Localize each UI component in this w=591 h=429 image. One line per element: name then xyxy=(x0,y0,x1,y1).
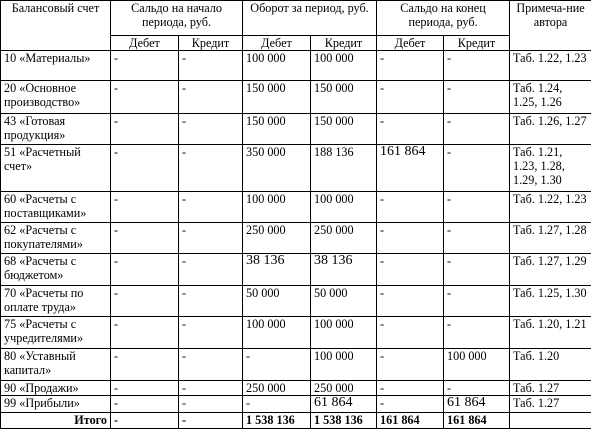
header-account: Балансовый счет xyxy=(1,1,111,51)
opening-credit-cell: - xyxy=(179,51,243,81)
turnover-credit-cell: 150 000 xyxy=(311,114,377,145)
note-cell: Таб. 1.27 xyxy=(510,381,591,396)
header-closing-balance: Сальдо на конец периода, руб. xyxy=(377,1,510,36)
header-closing-debit: Дебет xyxy=(377,36,444,51)
opening-credit-cell: - xyxy=(179,192,243,223)
closing-debit-cell: - xyxy=(377,223,444,254)
opening-credit-cell: - xyxy=(179,254,243,286)
table-row xyxy=(1,396,591,413)
header-opening-debit: Дебет xyxy=(111,36,179,51)
header-opening-balance: Сальдо на начало периода, руб. xyxy=(111,1,243,36)
opening-debit-cell: - xyxy=(111,81,179,114)
table-row xyxy=(1,286,591,317)
account-cell: 75 «Расчеты с учредителями» xyxy=(1,317,111,349)
opening-debit-cell: - xyxy=(111,51,179,81)
turnover-debit-cell: - xyxy=(243,349,311,381)
table-row xyxy=(1,145,591,192)
turnover-credit-cell: 250 000 xyxy=(311,223,377,254)
turnover-credit-cell: 100 000 xyxy=(311,51,377,81)
note-cell: Таб. 1.20 xyxy=(510,349,591,381)
opening-credit-cell: - xyxy=(179,317,243,349)
account-cell: 70 «Расчеты по оплате труда» xyxy=(1,286,111,317)
turnover-debit-cell: 250 000 xyxy=(243,223,311,254)
opening-debit-cell: - xyxy=(111,381,179,396)
closing-debit-cell: - xyxy=(377,396,444,413)
closing-credit-cell: - xyxy=(444,381,510,396)
opening-debit-cell: - xyxy=(111,223,179,254)
account-cell: 10 «Материалы» xyxy=(1,51,111,81)
turnover-debit-cell: - xyxy=(243,396,311,413)
note-cell: Таб. 1.27 xyxy=(510,396,591,413)
turnover-credit-cell: 100 000 xyxy=(311,317,377,349)
opening-debit-cell: - xyxy=(111,254,179,286)
account-cell: 99 «Прибыли» xyxy=(1,396,111,413)
table-row xyxy=(1,51,591,81)
note-cell: Таб. 1.22, 1.23 xyxy=(510,51,591,81)
table-row xyxy=(1,223,591,254)
note-cell: Таб. 1.20, 1.21 xyxy=(510,317,591,349)
account-cell: 20 «Основное производство» xyxy=(1,81,111,114)
header-turnover-debit: Дебет xyxy=(243,36,311,51)
closing-debit-cell: - xyxy=(377,254,444,286)
header-note: Примеча-ние автора xyxy=(510,1,591,51)
total-closing-credit: 161 864 xyxy=(444,413,510,429)
turnover-debit-cell: 38 136 xyxy=(243,254,311,286)
note-cell: Таб. 1.26, 1.27 xyxy=(510,114,591,145)
turnover-debit-cell: 150 000 xyxy=(243,114,311,145)
note-cell: Таб. 1.22, 1.23 xyxy=(510,192,591,223)
table-row xyxy=(1,254,591,286)
account-cell: 60 «Расчеты с поставщиками» xyxy=(1,192,111,223)
opening-credit-cell: - xyxy=(179,114,243,145)
total-opening-credit: - xyxy=(179,413,243,429)
closing-debit-cell: - xyxy=(377,81,444,114)
turnover-debit-cell: 100 000 xyxy=(243,192,311,223)
header-closing-credit: Кредит xyxy=(444,36,510,51)
closing-debit-cell: - xyxy=(377,381,444,396)
header-turnover: Оборот за период, руб. xyxy=(243,1,377,36)
closing-credit-cell: 61 864 xyxy=(444,396,510,413)
note-cell: Таб. 1.24, 1.25, 1.26 xyxy=(510,81,591,114)
account-cell: 90 «Продажи» xyxy=(1,381,111,396)
header-turnover-credit: Кредит xyxy=(311,36,377,51)
total-closing-debit: 161 864 xyxy=(377,413,444,429)
turnover-credit-cell: 250 000 xyxy=(311,381,377,396)
opening-credit-cell: - xyxy=(179,349,243,381)
table-row xyxy=(1,81,591,114)
opening-credit-cell: - xyxy=(179,286,243,317)
opening-debit-cell: - xyxy=(111,114,179,145)
closing-debit-cell: - xyxy=(377,51,444,81)
turnover-debit-cell: 250 000 xyxy=(243,381,311,396)
account-cell: 80 «Уставный капитал» xyxy=(1,349,111,381)
table-row xyxy=(1,317,591,349)
closing-credit-cell: - xyxy=(444,192,510,223)
closing-debit-cell: - xyxy=(377,317,444,349)
opening-credit-cell: - xyxy=(179,81,243,114)
opening-debit-cell: - xyxy=(111,145,179,192)
account-cell: 68 «Расчеты с бюджетом» xyxy=(1,254,111,286)
note-cell: Таб. 1.25, 1.30 xyxy=(510,286,591,317)
turnover-debit-cell: 100 000 xyxy=(243,51,311,81)
account-cell: 62 «Расчеты с покупателями» xyxy=(1,223,111,254)
total-turnover-credit: 1 538 136 xyxy=(311,413,377,429)
table-row xyxy=(1,381,591,396)
closing-credit-cell: - xyxy=(444,145,510,192)
opening-credit-cell: - xyxy=(179,396,243,413)
turnover-credit-cell: 38 136 xyxy=(311,254,377,286)
header-opening-credit: Кредит xyxy=(179,36,243,51)
note-cell: Таб. 1.27, 1.28 xyxy=(510,223,591,254)
turnover-debit-cell: 50 000 xyxy=(243,286,311,317)
total-label: Итого xyxy=(1,413,111,429)
turnover-debit-cell: 100 000 xyxy=(243,317,311,349)
table-row xyxy=(1,192,591,223)
turnover-credit-cell: 61 864 xyxy=(311,396,377,413)
closing-credit-cell: - xyxy=(444,81,510,114)
opening-debit-cell: - xyxy=(111,396,179,413)
total-turnover-debit: 1 538 136 xyxy=(243,413,311,429)
closing-credit-cell: - xyxy=(444,286,510,317)
closing-debit-cell: - xyxy=(377,349,444,381)
opening-debit-cell: - xyxy=(111,192,179,223)
closing-credit-cell: - xyxy=(444,114,510,145)
opening-credit-cell: - xyxy=(179,223,243,254)
turnover-debit-cell: 350 000 xyxy=(243,145,311,192)
turnover-credit-cell: 50 000 xyxy=(311,286,377,317)
closing-debit-cell: - xyxy=(377,192,444,223)
turnover-credit-cell: 100 000 xyxy=(311,192,377,223)
closing-credit-cell: - xyxy=(444,51,510,81)
account-cell: 51 «Расчетный счет» xyxy=(1,145,111,192)
closing-debit-cell: - xyxy=(377,114,444,145)
opening-debit-cell: - xyxy=(111,317,179,349)
account-cell: 43 «Готовая продукция» xyxy=(1,114,111,145)
closing-credit-cell: - xyxy=(444,317,510,349)
opening-debit-cell: - xyxy=(111,349,179,381)
closing-debit-cell: - xyxy=(377,286,444,317)
table-row xyxy=(1,349,591,381)
closing-credit-cell: - xyxy=(444,223,510,254)
turnover-credit-cell: 100 000 xyxy=(311,349,377,381)
closing-credit-cell: 100 000 xyxy=(444,349,510,381)
note-cell: Таб. 1.21, 1.23, 1.28, 1.29, 1.30 xyxy=(510,145,591,192)
total-row xyxy=(1,413,591,429)
table-body xyxy=(1,51,591,429)
total-opening-debit: - xyxy=(111,413,179,429)
note-cell: Таб. 1.27, 1.29 xyxy=(510,254,591,286)
table-row xyxy=(1,114,591,145)
opening-credit-cell: - xyxy=(179,145,243,192)
turnover-credit-cell: 150 000 xyxy=(311,81,377,114)
opening-credit-cell: - xyxy=(179,381,243,396)
turnover-credit-cell: 188 136 xyxy=(311,145,377,192)
total-note xyxy=(510,413,591,429)
opening-debit-cell: - xyxy=(111,286,179,317)
closing-credit-cell: - xyxy=(444,254,510,286)
turnover-debit-cell: 150 000 xyxy=(243,81,311,114)
closing-debit-cell: 161 864 xyxy=(377,145,444,192)
